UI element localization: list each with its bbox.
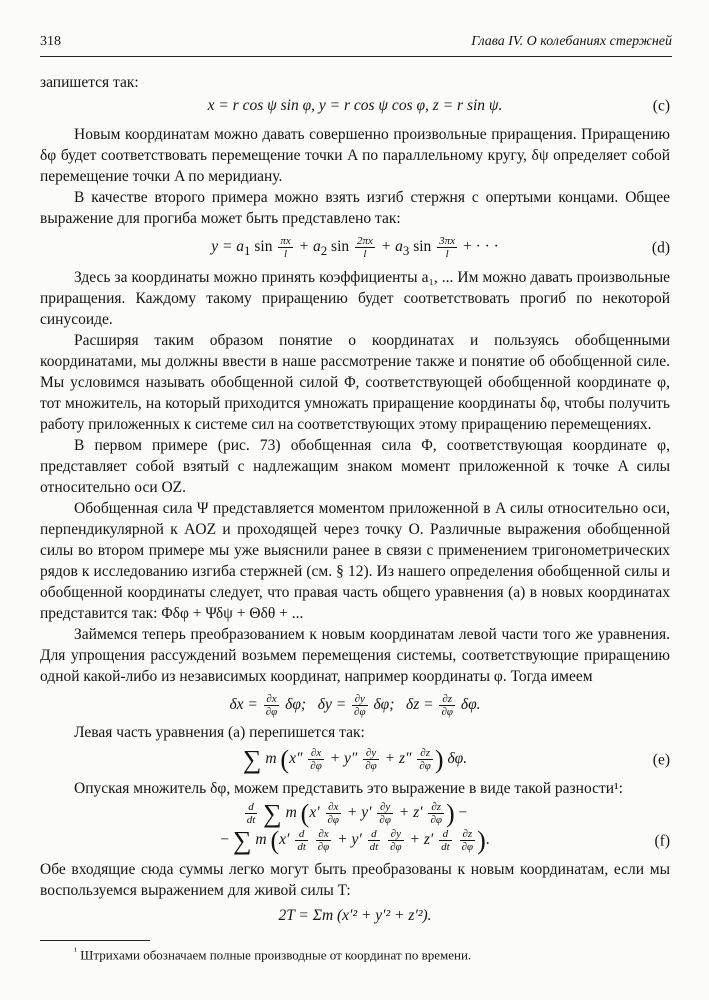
equation-term: m — [265, 750, 277, 768]
paragraph: В качестве второго примера можно взять изгиб стержня с опертыми концами. Общее выражение для прогиба может быть представлено так: — [40, 189, 670, 227]
numerator: ∂z — [428, 801, 444, 814]
footnote — [40, 946, 670, 963]
function-name: sin — [331, 238, 350, 256]
denominator: ∂φ — [365, 760, 377, 773]
equation-term: − — [220, 831, 230, 849]
equation-label: (е) — [652, 751, 670, 769]
denominator: ∂φ — [461, 841, 474, 854]
footnote-text: Штрихами обозначаем полные производные от координат по времени. — [80, 947, 472, 963]
denominator: l — [445, 248, 449, 260]
denominator: dt — [441, 841, 450, 854]
paragraph: Займемся теперь преобразованием к новым координатам левой части того же уравнения. Для упрощения рассуждений возьмем перемещения системы, соответствующие приращению одной какой-либо из независимых координат, например координаты φ. Тогда имеем — [40, 626, 670, 686]
equation-term: x″ — [289, 750, 303, 768]
equation-term: + z″ — [384, 750, 412, 768]
equation-term: + y′ — [337, 831, 362, 849]
sum-sign: ∑ — [263, 799, 282, 829]
numerator: ∂y — [352, 693, 368, 706]
equation-term: δφ. — [460, 696, 481, 714]
denominator: ∂φ — [419, 760, 431, 773]
fraction — [295, 828, 308, 853]
equation-term: m — [285, 804, 297, 822]
equation-term: + a — [298, 238, 321, 256]
main-text — [40, 72, 670, 926]
equation-term: m — [255, 831, 267, 849]
fraction — [368, 828, 381, 853]
numerator: d — [368, 828, 381, 841]
numerator: 2πx — [357, 235, 373, 247]
fraction — [326, 801, 342, 826]
paragraph: Обе входящие сюда суммы легко могут быть преобразованы к новым координатам, если мы воспользуемся выражением для живой силы T: — [40, 861, 670, 900]
subscript: 1 — [244, 243, 251, 259]
equation-term: δy = — [317, 696, 347, 714]
equation-term: . — [485, 831, 490, 849]
numerator: πx — [280, 235, 291, 247]
fraction — [417, 747, 433, 772]
equation-d — [40, 235, 670, 261]
equation-label: (d) — [651, 239, 670, 257]
equation-term: x′ — [309, 804, 320, 822]
denominator: ∂φ — [327, 814, 340, 827]
equation-term: δz = — [406, 696, 434, 714]
equation-f-line2: − ∑ m (x′ $\frac{d}{dt}$ $\frac{\partial x}{\partial\varphi}$ + y′ $\frac{d}{dt}$ $\frac{\partial y}{\partial\varphi}$ + z′ $\frac{d}{dt}$ $\frac{\partial z}{\partial\varphi}$ ). (f) — [220, 826, 670, 856]
numerator: ∂z — [417, 747, 433, 760]
equation-delta — [40, 693, 670, 718]
denominator: l — [363, 248, 367, 260]
fraction — [363, 747, 379, 772]
function-name: sin — [254, 238, 273, 256]
numerator: d — [295, 828, 308, 841]
denominator: ∂φ — [390, 841, 402, 854]
numerator: ∂x — [316, 828, 332, 841]
numerator: ∂z — [460, 828, 476, 841]
fraction — [388, 828, 404, 853]
paragraph: запишется так: — [40, 74, 139, 91]
numerator: ∂x — [264, 693, 280, 706]
footnote-mark: ¹ — [74, 946, 77, 957]
equation-kinetic — [40, 905, 670, 926]
denominator: ∂φ — [354, 706, 366, 719]
denominator: ∂φ — [430, 814, 442, 827]
denominator: ∂φ — [310, 760, 322, 773]
denominator: ∂φ — [265, 706, 278, 719]
sum-sign: ∑ — [232, 826, 252, 856]
paragraph: Новым координатам можно давать совершенно произвольные приращения. Приращению δφ будет соответствовать перемещение точки A по параллельному кругу, δψ определяет собой перемещение точки A по меридиану. — [40, 126, 670, 185]
fraction — [439, 693, 455, 718]
denominator: ∂φ — [317, 841, 330, 854]
numerator: d — [439, 828, 452, 841]
denominator: ∂φ — [441, 706, 453, 719]
equation-term: + y″ — [329, 750, 358, 768]
equation-term: + z′ — [409, 831, 434, 849]
fraction — [437, 235, 457, 260]
equation-term: + · · · — [462, 238, 499, 256]
paragraph: Левая часть уравнения (а) перепишется так: — [74, 724, 365, 742]
footnote-rule — [40, 940, 150, 941]
numerator: d — [245, 801, 258, 814]
chapter-title: Глава IV. О колебаниях стержней — [471, 34, 672, 49]
fraction — [316, 828, 332, 853]
page-number: 318 — [40, 34, 61, 49]
equation-term: δx = — [229, 696, 258, 714]
equation-c-body: x = r cos ψ sin φ, y = r cos ψ cos φ, z = r sin ψ. — [207, 97, 503, 114]
denominator: ∂φ — [379, 814, 391, 827]
equation-label: (с) — [652, 97, 670, 114]
equation-term: δφ. — [447, 750, 468, 768]
equation-f-line1: $\frac{d}{dt}$ ∑ m (x′ $\frac{\partial x}{\partial\varphi}$ + y′ $\frac{\partial y}{\partial\varphi}$ + z′ $\frac{\partial z}{\partial\varphi}$ ) − — [246, 799, 468, 829]
numerator: 3πx — [439, 235, 456, 247]
equation-term: − — [458, 804, 468, 822]
paragraph: Обобщенная сила Ψ представляется моментом приложенной в A силы относительно оси, перпендикулярной к AOZ и проходящей через точку O. Различные выражения обобщенной силы во втором примере мы уже выяснили ранее в связи с применением тригонометрических рядов к исследованию изгиба стержней (см. § 12). Из нашего определения обобщенной силы и обобщенной координаты следует, что правая часть общего уравнения (а) в новых координатах представится так: Φδφ + Ψδψ + Θδθ + ... — [40, 500, 670, 623]
numerator: ∂x — [308, 747, 324, 760]
equation-e: ∑ m (x″ $\frac{\partial x}{\partial\varphi}$ + y″ $\frac{\partial y}{\partial\varphi}$ + z″ $\frac{\partial z}{\partial\varphi}$ ) δφ. (е) — [242, 745, 670, 775]
equation-label: (f) — [654, 832, 670, 850]
sum-sign: ∑ — [242, 745, 262, 775]
function-name: sin — [413, 238, 432, 256]
numerator: ∂x — [326, 801, 342, 814]
fraction — [460, 828, 476, 853]
fraction — [245, 801, 258, 826]
paragraph: Расширяя таким образом понятие о координатах и пользуясь обобщенными координатами, мы должны ввести в наше рассмотрение также и понятие об обобщенной силе. Мы условимся называть обобщенной силой Φ, соответствующей обобщенной координате φ, тот множитель, на который приходится умножать приращение координаты δφ, чтобы получить работу приложенных к системе сил на соответствующих этому приращению перемещениях. — [40, 332, 670, 434]
paragraph: Опуская множитель δφ, можем представить это выражение в виде такой разности¹: — [74, 780, 623, 798]
equation-term: x′ — [279, 831, 290, 849]
fraction — [428, 801, 444, 826]
equation-term: + y′ — [346, 804, 372, 822]
paragraph: Здесь за координаты можно принять коэффициенты a₁, ... Им можно давать произвольные приращения. Каждому такому приращению будет соответствовать прогиб по некоторой синусоиде. — [40, 269, 670, 329]
equation-kinetic-body: 2T = Σm (x′² + y′² + z′²). — [278, 907, 432, 925]
equation-c — [40, 95, 670, 116]
subscript: 2 — [320, 243, 328, 259]
fraction — [377, 801, 393, 826]
equation-term: y = a — [211, 238, 245, 256]
equation-term: δφ; — [373, 696, 395, 714]
fraction — [355, 235, 375, 260]
running-header — [40, 34, 672, 57]
subscript: 3 — [402, 243, 410, 259]
numerator: ∂z — [439, 693, 455, 706]
numerator: ∂y — [377, 801, 393, 814]
denominator: l — [284, 248, 288, 260]
denominator: dt — [246, 814, 256, 827]
equation-term: + z′ — [398, 804, 423, 822]
paragraph: В первом примере (рис. 73) обобщенная сила Φ, соответствующая координате φ, представляет собой взятый с надлежащим знаком момент приложенной к точке A силы относительно оси OZ. — [40, 437, 670, 497]
denominator: dt — [297, 841, 306, 854]
denominator: dt — [369, 841, 379, 854]
fraction — [264, 693, 280, 718]
numerator: ∂y — [363, 747, 379, 760]
equation-term: + a — [380, 238, 403, 256]
fraction — [439, 828, 452, 853]
fraction — [352, 693, 368, 718]
fraction — [278, 235, 292, 260]
equation-term: δφ; — [285, 696, 307, 714]
fraction — [308, 747, 324, 772]
numerator: ∂y — [388, 828, 404, 841]
